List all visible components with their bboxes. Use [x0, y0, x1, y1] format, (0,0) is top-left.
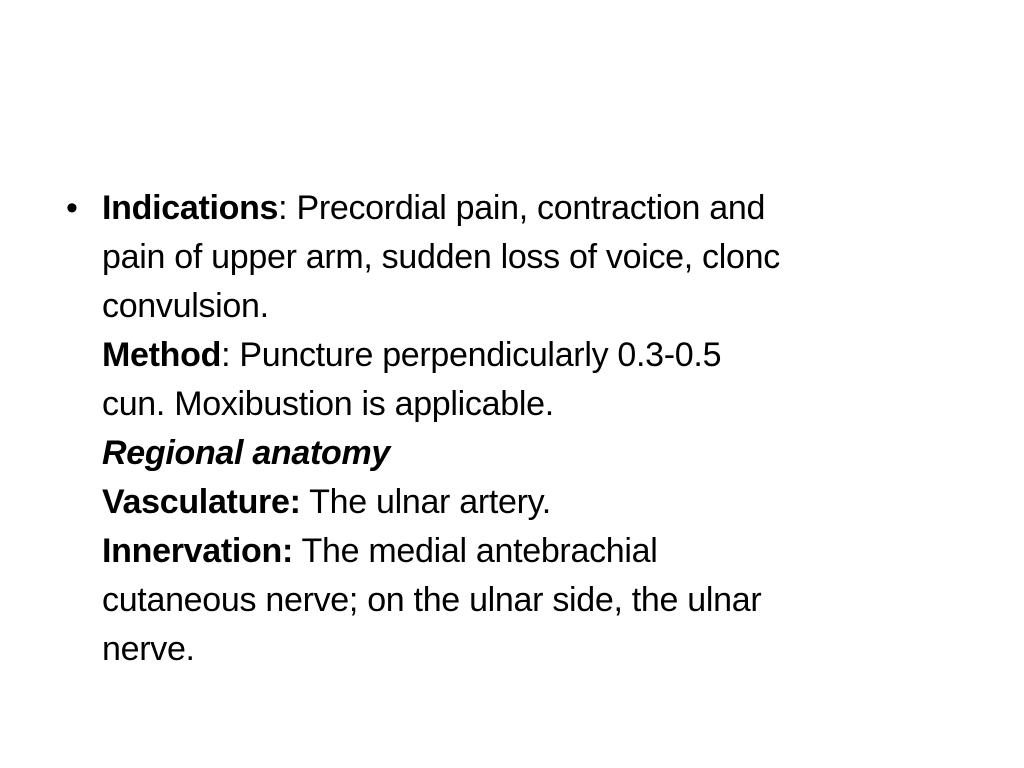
vasculature-label: Vasculature:	[102, 483, 301, 521]
method-sep: :	[221, 336, 231, 374]
indications-label: Indications	[102, 189, 279, 227]
method-label: Method	[102, 336, 222, 374]
bullet-icon: •	[66, 189, 78, 227]
slide-body	[66, 184, 966, 674]
innervation-text-1: The medial antebrachial	[292, 532, 658, 570]
regional-anatomy-heading: Regional anatomy	[102, 434, 391, 472]
innervation-label: Innervation:	[102, 532, 293, 570]
indications-text-1: Precordial pain, contraction and	[287, 189, 766, 227]
innervation-line-1	[102, 527, 966, 576]
innervation-line-3: nerve.	[102, 630, 195, 668]
vasculature-text: The ulnar artery.	[300, 483, 551, 521]
method-text-1: Puncture perpendicularly 0.3-0.5	[230, 336, 722, 374]
bullet-item	[66, 184, 966, 674]
indications-line-1	[102, 184, 966, 233]
indications-line-2: pain of upper arm, sudden loss of voice, clonc	[102, 238, 780, 276]
vasculature-line	[102, 478, 966, 527]
method-line-1	[102, 331, 966, 380]
indications-line-3: convulsion.	[102, 287, 269, 325]
indications-sep: :	[278, 189, 288, 227]
method-line-2: cun. Moxibustion is applicable.	[102, 385, 554, 423]
innervation-line-2: cutaneous nerve; on the ulnar side, the ulnar	[102, 581, 762, 619]
